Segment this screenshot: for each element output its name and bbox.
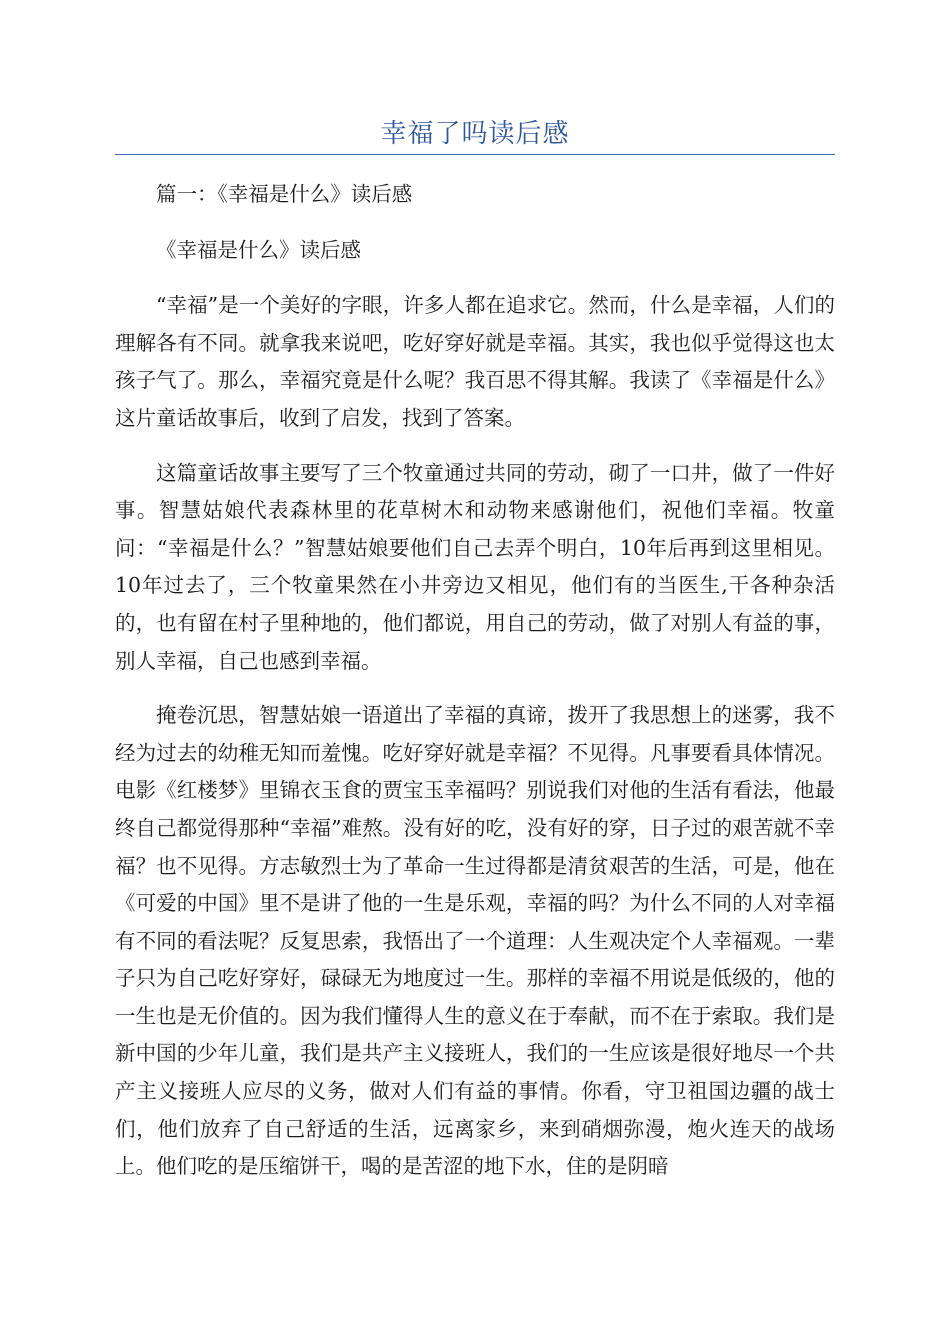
document-body [115, 176, 835, 1203]
body-paragraph: “幸福”是一个美好的字眼，许多人都在追求它。然而，什么是幸福，人们的理解各有不同。就拿我来说吧，吃好穿好就是幸福。其实，我也似乎觉得这也太孩子气了。那么，幸福究竟是什么呢？我百思不得其解。我读了《幸福是什么》这片童话故事后，收到了启发，找到了答案。 [115, 293, 835, 430]
body-paragraph: 这篇童话故事主要写了三个牧童通过共同的劳动，砌了一口井，做了一件好事。智慧姑娘代表森林里的花草树木和动物来感谢他们，祝他们幸福。牧童问：“幸福是什么？”智慧姑娘要他们自己去弄个明白，10年后再到这里相见。10年过去了，三个牧童果然在小井旁边又相见，他们有的当医生,干各种杂活的，也有留在村子里种地的，他们都说，用自己的劳动，做了对别人有益的事，别人幸福，自己也感到幸福。 [115, 460, 835, 673]
body-paragraph: 掩卷沉思，智慧姑娘一语道出了幸福的真谛，拨开了我思想上的迷雾，我不经为过去的幼稚无知而羞愧。吃好穿好就是幸福？不见得。凡事要看具体情况。电影《红楼梦》里锦衣玉食的贾宝玉幸福吗？别说我们对他的生活有看法，他最终自己都觉得那种“幸福”难熬。没有好的吃，没有好的穿，日子过的艰苦就不幸福？也不见得。方志敏烈士为了革命一生过得都是清贫艰苦的生活，可是，他在《可爱的中国》里不是讲了他的一生是乐观，幸福的吗？为什么不同的人对幸福有不同的看法呢？反复思索，我悟出了一个道理：人生观决定个人幸福观。一辈子只为自己吃好穿好，碌碌无为地度过一生。那样的幸福不用说是低级的，他的一生也是无价值的。因为我们懂得人生的意义在于奉献，而不在于索取。我们是新中国的少年儿童，我们是共产主义接班人，我们的一生应该是很好地尽一个共产主义接班人应尽的义务，做对人们有益的事情。你看，守卫祖国边疆的战士们，他们放弃了自己舒适的生活，远离家乡，来到硝烟弥漫，炮火连天的战场上。他们吃的是压缩饼干，喝的是苦涩的地下水，住的是阴暗 [115, 703, 835, 1179]
document-title: 幸福了吗读后感 [380, 119, 570, 149]
title-underline [115, 154, 835, 155]
section-heading: 篇一：《幸福是什么》读后感 [156, 182, 413, 206]
article-subtitle: 《幸福是什么》读后感 [156, 237, 361, 262]
